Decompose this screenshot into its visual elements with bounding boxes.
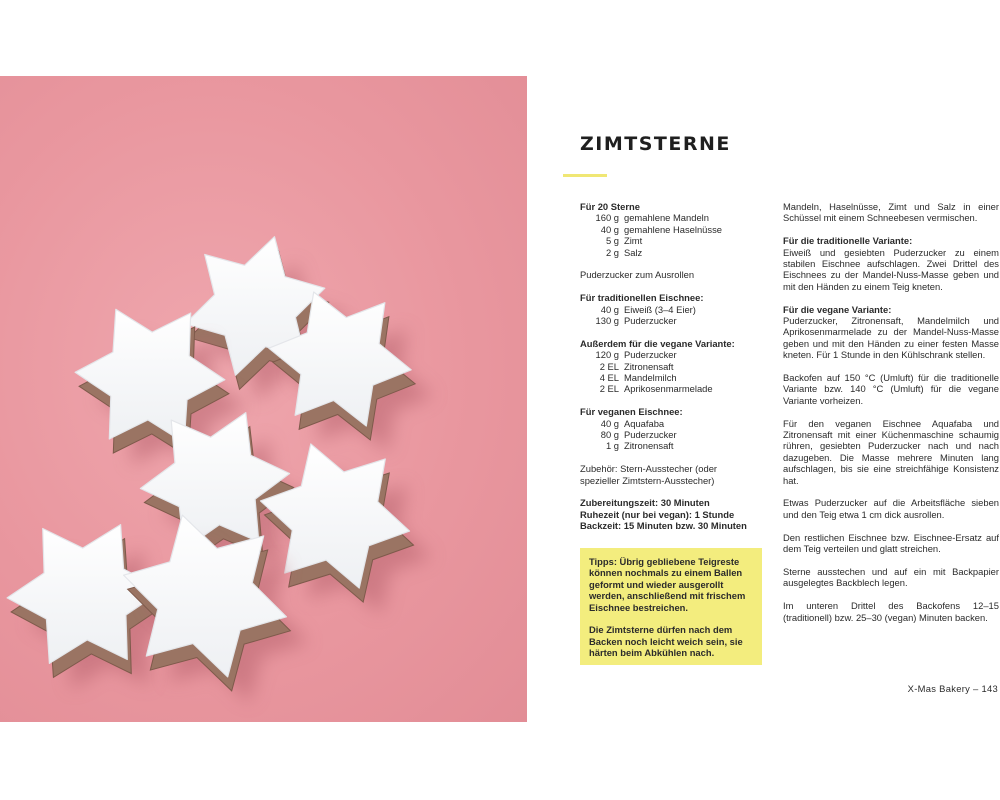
ingredient-name: Aquafaba <box>624 417 665 429</box>
ingredient-quantity: 40 g <box>600 223 619 235</box>
vegan-snow-section <box>580 406 770 452</box>
dough-section <box>580 201 770 258</box>
ingredient-row <box>580 372 770 383</box>
ingredient-name: gemahlene Haselnüsse <box>624 223 722 235</box>
yield-label: Für 20 Sterne <box>580 201 640 212</box>
ingredient-name: Aprikosenmarmelade <box>624 383 713 395</box>
ingredient-row <box>580 247 770 258</box>
ingredient-quantity: 2 EL <box>599 360 619 372</box>
step-cut: Sterne ausstechen und auf ein mit Backpapier ausgelegtes Backblech legen. <box>783 565 999 589</box>
ingredients-column <box>580 201 770 543</box>
ingredient-row <box>580 304 770 315</box>
ingredient-quantity: 130 g <box>595 315 619 327</box>
ingredient-list <box>580 349 770 395</box>
ingredient-name: Puderzucker <box>624 349 677 361</box>
page-footer: X-Mas Bakery – 143 <box>907 683 998 694</box>
step-traditional <box>783 235 999 292</box>
prep-time: Zubereitungszeit: 30 Minuten <box>580 497 710 509</box>
method-column <box>783 201 999 634</box>
equipment-line: spezieller Zimtstern-Ausstecher) <box>580 474 715 486</box>
ingredient-list <box>580 418 770 452</box>
ingredient-quantity: 4 EL <box>599 372 619 384</box>
ingredient-quantity: 2 g <box>605 246 619 258</box>
step-vegan-snow: Für den veganen Eischnee Aquafaba und Zitronensaft mit einer Küchenmaschine schaumig rühren, gesiebten Puderzucker nach und nach dazugeben. Die Masse mehrere Minuten lang aufschlagen, bis sie eine streichfähige Konsistenz hat. <box>783 417 999 486</box>
step-intro: Mandeln, Haselnüsse, Zimt und Salz in einer Schüssel mit einem Schneebesen vermischen. <box>783 201 999 224</box>
equipment-section <box>580 463 770 486</box>
step-oven: Backofen auf 150 °C (Umluft) für die traditionelle Variante bzw. 140 °C (Umluft) für die vegane Variante vorheizen. <box>783 372 999 406</box>
ingredient-quantity: 2 EL <box>599 383 619 395</box>
recipe-title: ZIMTSTERNE <box>580 133 731 155</box>
ingredient-name: Eiweiß (3–4 Eier) <box>624 303 696 315</box>
ingredient-row <box>580 418 770 429</box>
rest-time: Ruhezeit (nur bei vegan): 1 Stunde <box>580 508 735 520</box>
rolling-sugar: Puderzucker zum Ausrollen <box>580 269 695 281</box>
ingredient-row <box>580 235 770 246</box>
step-spread: Den restlichen Eischnee bzw. Eischnee-Ersatz auf dem Teig verteilen und glatt streichen. <box>783 531 999 555</box>
bake-time: Backzeit: 15 Minuten bzw. 30 Minuten <box>580 520 747 532</box>
tip-text: Die Zimtsterne dürfen nach dem Backen noch leicht weich sein, sie härten beim Abkühlen nach. <box>589 624 743 659</box>
title-underline <box>563 174 607 177</box>
ingredient-name: gemahlene Mandeln <box>624 212 709 224</box>
ingredient-list <box>580 304 770 327</box>
vegan-step-text: Puderzucker, Zitronensaft, Mandelmilch und Aprikosenmarmelade zu der Mandel-Nuss-Masse geben und mit den Händen zu einer festen Masse kneten. Für 1 Stunde in den Kühlschrank stellen. <box>783 315 999 361</box>
tip-box <box>580 548 762 665</box>
ingredient-quantity: 1 g <box>605 440 619 452</box>
traditional-step-heading: Für die traditionelle Variante: <box>783 235 913 247</box>
step-bake: Im unteren Drittel des Backofens 12–15 (traditionell) bzw. 25–30 (vegan) Minuten backen. <box>783 600 999 623</box>
ingredient-row <box>580 349 770 360</box>
traditional-heading: Für traditionellen Eischnee: <box>580 292 704 304</box>
ingredient-name: Zitronensaft <box>624 440 674 452</box>
ingredient-row <box>580 315 770 326</box>
step-vegan <box>783 304 999 361</box>
ingredient-name: Mandelmilch <box>624 372 677 384</box>
ingredient-row <box>580 361 770 372</box>
traditional-section <box>580 292 770 326</box>
ingredient-quantity: 120 g <box>595 349 619 361</box>
ingredient-quantity: 40 g <box>600 417 619 429</box>
rolling-sugar-section <box>580 269 770 280</box>
ingredient-row <box>580 224 770 235</box>
vegan-snow-heading: Für veganen Eischnee: <box>580 406 683 418</box>
ingredient-name: Puderzucker <box>624 429 677 441</box>
ingredient-quantity: 40 g <box>600 303 619 315</box>
ingredient-row <box>580 440 770 451</box>
ingredient-row <box>580 383 770 394</box>
ingredient-name: Puderzucker <box>624 315 677 327</box>
ingredient-row <box>580 212 770 223</box>
vegan-heading: Außerdem für die vegane Variante: <box>580 337 735 349</box>
ingredient-name: Zimt <box>624 235 643 247</box>
ingredient-name: Salz <box>624 246 643 258</box>
vegan-step-heading: Für die vegane Variante: <box>783 303 892 315</box>
ingredient-quantity: 160 g <box>595 212 619 224</box>
traditional-step-text: Eiweiß und gesiebten Puderzucker zu einem stabilen Eischnee aufschlagen. Zwei Drittel des Eischnees zu der Mandel-Nuss-Masse geben und mit den Händen zu einem Teig kneten. <box>783 246 999 292</box>
ingredient-quantity: 80 g <box>600 429 619 441</box>
cookie-photo <box>0 76 527 722</box>
step-roll: Etwas Puderzucker auf die Arbeitsfläche sieben und den Teig etwa 1 cm dick ausrollen. <box>783 497 999 520</box>
ingredient-list <box>580 212 770 258</box>
vegan-section <box>580 338 770 395</box>
ingredient-row <box>580 429 770 440</box>
equipment-line: Zubehör: Stern-Ausstecher (oder <box>580 463 718 475</box>
times-section <box>580 497 770 531</box>
cinnamon-stars-illustration <box>0 76 527 722</box>
ingredient-quantity: 5 g <box>605 235 619 247</box>
tip-text: Tipps: Übrig gebliebene Teigreste können nochmals zu einem Ballen geformt und wieder ausgerollt werden, anschließend mit frischem Eischnee bestreichen. <box>589 556 746 613</box>
ingredient-name: Zitronensaft <box>624 360 674 372</box>
